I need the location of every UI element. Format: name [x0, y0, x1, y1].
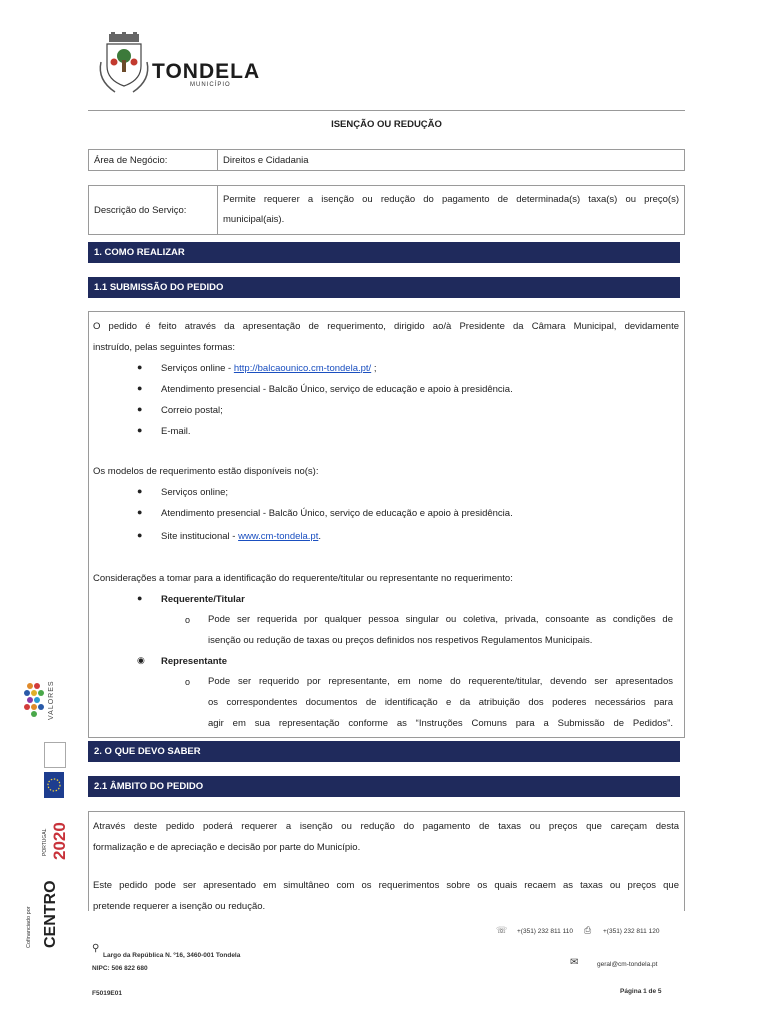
form-presencial: Atendimento presencial - Balcão Único, serviço de educação e apoio à presidência. — [161, 384, 513, 395]
header-rule — [88, 110, 685, 111]
footer-code: F5019E01 — [92, 990, 122, 997]
section-1-1-heading: 1.1 SUBMISSÃO DO PEDIDO — [88, 277, 680, 298]
bullet-icon: ● — [137, 593, 143, 603]
circle-bullet-icon: o — [185, 677, 191, 687]
submission-content-box — [88, 311, 685, 738]
valores-label: VALORES — [48, 680, 55, 720]
eu-stars-icon — [44, 772, 64, 798]
description-value — [218, 186, 685, 235]
phone-icon: ☏ — [496, 925, 508, 935]
portugal2020-logo — [42, 808, 69, 860]
form-correio: Correio postal; — [161, 405, 223, 416]
bullet-icon: ● — [137, 530, 143, 540]
models-intro: Os modelos de requerimento estão disponíveis no(s): — [93, 466, 319, 477]
bullet-icon: ● — [137, 362, 143, 372]
cm-tondela-link[interactable]: www.cm-tondela.pt — [238, 531, 319, 542]
centro2020-logo — [42, 876, 66, 950]
model-site-label: Site institucional - — [161, 531, 239, 542]
bullet-icon: ● — [137, 507, 143, 517]
business-area-table — [88, 149, 685, 171]
intro-line-2: instruído, pelas seguintes formas: — [93, 342, 236, 353]
eu-flag — [44, 772, 64, 798]
footer-page-number: Página 1 de 5 — [620, 988, 662, 995]
portugal2020-number: 2020 — [50, 822, 69, 860]
scope-content-box — [88, 811, 685, 911]
form-online-suffix: ; — [371, 363, 377, 374]
description-label: Descrição do Serviço: — [89, 186, 218, 235]
footer-address: Largo da República N. º16, 3460-001 Tondela — [103, 952, 241, 959]
bullet-icon: ● — [137, 425, 143, 435]
centro-label: CENTRO — [42, 880, 59, 948]
requerente-line-1: Pode ser requerida por qualquer pessoa singular ou coletiva, privada, consoante as condições de — [208, 614, 673, 625]
model-site-suffix: . — [318, 531, 321, 542]
section-2-heading: 2. O QUE DEVO SABER — [88, 741, 680, 762]
cofinanciado-label: Cofinanciado por — [26, 906, 32, 948]
model-site — [161, 531, 321, 543]
requerente-line-2: isenção ou redução de taxas ou preços definidos nos respetivos Regulamentos Municipais. — [208, 635, 593, 646]
service-description-table — [88, 185, 685, 235]
description-line-1: Permite requerer a isenção ou redução do pagamento de determinada(s) taxa(s) ou preço(s) — [223, 194, 679, 205]
circle-bullet-icon: o — [185, 615, 191, 625]
government-logo — [44, 742, 66, 768]
area-value: Direitos e Cidadania — [218, 150, 685, 171]
balcao-unico-link[interactable]: http://balcaounico.cm-tondela.pt/ — [233, 363, 372, 374]
scope-para2-line-2: pretende requerer a isenção ou redução. — [93, 901, 266, 912]
model-presencial: Atendimento presencial - Balcão Único, serviço de educação e apoio à presidência. — [161, 508, 513, 519]
form-online-label: Serviços online - — [161, 363, 234, 374]
area-label: Área de Negócio: — [89, 150, 218, 171]
bullet-icon: ◉ — [137, 655, 145, 665]
representante-line-1: Pode ser requerido por representante, em nome do requerente/titular, devendo ser apresentados — [208, 676, 673, 687]
section-1-heading: 1. COMO REALIZAR — [88, 242, 680, 263]
form-email: E-mail. — [161, 426, 191, 437]
scope-para2-line-1: Este pedido pode ser apresentado em simultâneo com os requerimentos sobre os quais recaem as taxas ou preços que — [93, 880, 679, 891]
form-online — [161, 363, 376, 375]
description-line-2: municipal(ais). — [223, 214, 285, 225]
document-title: ISENÇÃO OU REDUÇÃO — [331, 119, 442, 130]
hexagon-cluster-icon — [24, 682, 46, 718]
email-icon: ✉ — [570, 957, 579, 968]
logo-subtitle: MUNICÍPIO — [190, 82, 231, 88]
scope-para1-line-1: Através deste pedido poderá requerer a isenção ou redução do pagamento de taxas ou preços que careçam desta — [93, 821, 679, 832]
fax-icon: ⎙ — [584, 925, 592, 935]
location-pin-icon: ⚲ — [92, 943, 100, 954]
footer-nipc: NIPC: 506 822 680 — [92, 965, 148, 972]
portugal-label: PORTUGAL — [42, 828, 48, 856]
representante-line-3: agir em sua representação conforme as “Instruções Comuns para a Submissão de Pedidos”. — [208, 718, 673, 729]
bullet-icon: ● — [137, 383, 143, 393]
bullet-icon: ● — [137, 404, 143, 414]
footer-phone-1: +(351) 232 811 110 — [517, 928, 573, 935]
representante-line-2: os correspondentes documentos de identificação e da atribuição dos poderes necessários para — [208, 697, 673, 708]
bullet-icon: ● — [137, 486, 143, 496]
logo-name: TONDELA — [152, 60, 261, 83]
valores-logo — [24, 682, 46, 723]
section-2-1-heading: 2.1 ÂMBITO DO PEDIDO — [88, 776, 680, 797]
intro-line-1: O pedido é feito através da apresentação de requerimento, dirigido ao/à Presidente da Câmara Municipal, devidamente — [93, 321, 679, 332]
footer-phone-2: +(351) 232 811 120 — [603, 928, 660, 935]
model-online: Serviços online; — [161, 487, 229, 498]
scope-para1-line-2: formalização e de apreciação e decisão por parte do Município. — [93, 842, 361, 853]
footer-email: geral@cm-tondela.pt — [597, 961, 658, 968]
representante-title: Representante — [161, 656, 227, 667]
considerations-text: Considerações a tomar para a identificação do requerente/titular ou representante no requerimento: — [93, 573, 513, 584]
requerente-title: Requerente/Titular — [161, 594, 245, 605]
coat-of-arms-icon — [95, 32, 155, 98]
